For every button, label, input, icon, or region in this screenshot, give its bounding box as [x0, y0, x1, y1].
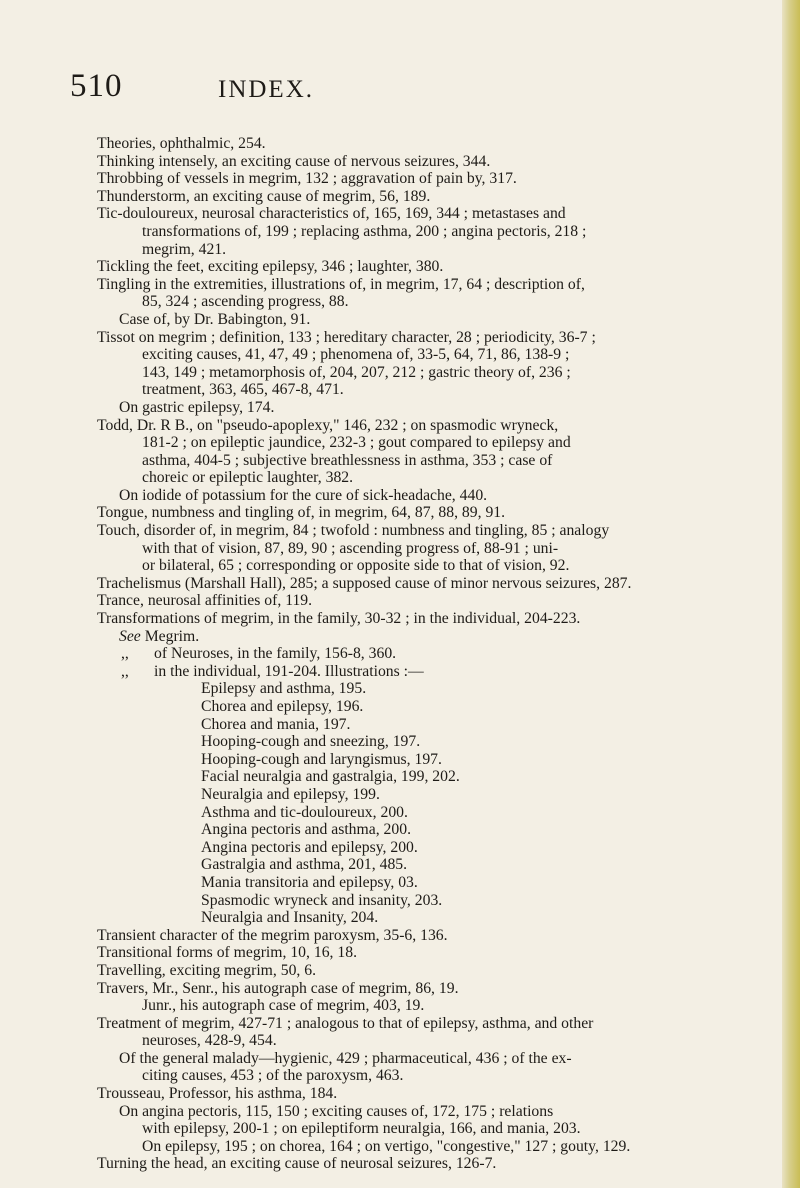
index-line-text: On gastric epilepsy, 174.: [119, 398, 275, 416]
index-line-text: asthma, 404-5 ; subjective breathlessness in asthma, 353 ; case of: [142, 451, 553, 469]
index-line-text: Chorea and epilepsy, 196.: [201, 698, 364, 715]
index-line: [97, 311, 787, 329]
index-line: [97, 892, 787, 910]
index-line-text: Transitional forms of megrim, 10, 16, 18.: [97, 944, 357, 962]
index-line: [97, 874, 787, 892]
index-line-text: On epilepsy, 195 ; on chorea, 164 ; on vertigo, "congestive," 127 ; gouty, 129.: [142, 1137, 631, 1155]
index-line-text: On iodide of potassium for the cure of sick-headache, 440.: [119, 486, 488, 504]
index-line-text: Treatment of megrim, 427-71 ; analogous to that of epilepsy, asthma, and other: [97, 1014, 594, 1032]
index-line: [97, 980, 787, 998]
ditto-mark: ,,: [121, 645, 129, 663]
index-line: [97, 645, 787, 663]
index-line: [97, 1015, 787, 1033]
index-line-text: Mania transitoria and epilepsy, 03.: [201, 873, 418, 891]
index-line: [97, 329, 787, 347]
index-line: [97, 680, 787, 698]
index-line: [97, 716, 787, 734]
index-line: [97, 733, 787, 751]
index-line-text: with that of vision, 87, 89, 90 ; ascending progress of, 88-91 ; uni-: [142, 539, 559, 557]
index-line: [97, 469, 787, 487]
index-line: [97, 557, 787, 575]
index-line: [97, 1155, 787, 1173]
index-line: [97, 170, 787, 188]
index-line-text: Gastralgia and asthma, 201, 485.: [201, 856, 408, 874]
page-number: 510: [70, 68, 123, 104]
index-line-text: Angina pectoris and epilepsy, 200.: [201, 838, 418, 856]
index-line-text: Transient character of the megrim paroxysm, 35-6, 136.: [97, 926, 448, 944]
index-line-text: Case of, by Dr. Babington, 91.: [119, 310, 311, 328]
index-line-text: Junr., his autograph case of megrim, 403, 19.: [142, 997, 425, 1015]
index-line: [97, 1085, 787, 1103]
running-head: INDEX.: [218, 76, 315, 103]
index-line: [97, 504, 787, 522]
index-line-text: Epilepsy and asthma, 195.: [201, 680, 367, 698]
index-line-text: Travers, Mr., Senr., his autograph case of megrim, 86, 19.: [97, 979, 459, 997]
index-line: [97, 364, 787, 382]
index-line: [97, 997, 787, 1015]
index-line-text: Thunderstorm, an exciting cause of megrim, 56, 189.: [97, 187, 431, 205]
index-entries: [97, 135, 787, 1173]
index-line-text: Chorea and mania, 197.: [201, 715, 351, 733]
index-line: [97, 927, 787, 945]
index-line-text: Trachelismus (Marshall Hall), 285; a supposed cause of minor nervous seizures, 287.: [97, 574, 632, 592]
index-line: [97, 1032, 787, 1050]
index-line-text: 143, 149 ; metamorphosis of, 204, 207, 212 ; gastric theory of, 236 ;: [142, 363, 571, 381]
index-line: [97, 153, 787, 171]
index-line-text: Of the general malady—hygienic, 429 ; pharmaceutical, 436 ; of the ex-: [119, 1049, 572, 1067]
index-line: [97, 751, 787, 769]
index-line: [97, 135, 787, 153]
index-line: [97, 1050, 787, 1068]
index-line-text: Trance, neurosal affinities of, 119.: [97, 592, 313, 610]
index-line-text: 85, 324 ; ascending progress, 88.: [142, 293, 349, 311]
index-line-text: Tissot on megrim ; definition, 133 ; hereditary character, 28 ; periodicity, 36-7 ;: [97, 328, 596, 346]
index-line-text: neuroses, 428-9, 454.: [142, 1032, 277, 1050]
index-line: [97, 804, 787, 822]
index-line-text: Spasmodic wryneck and insanity, 203.: [201, 891, 443, 909]
index-line: [97, 1138, 787, 1156]
index-line-text: Thinking intensely, an exciting cause of nervous seizures, 344.: [97, 152, 491, 170]
index-line-text: Facial neuralgia and gastralgia, 199, 202.: [201, 768, 460, 786]
index-line: [97, 522, 787, 540]
index-line-text: Theories, ophthalmic, 254.: [97, 135, 266, 152]
index-line-text: of Neuroses, in the family, 156-8, 360.: [154, 645, 397, 663]
index-line-text: Turning the head, an exciting cause of neurosal seizures, 126-7.: [97, 1155, 497, 1173]
index-line: [97, 663, 787, 681]
ditto-mark: ,,: [121, 662, 129, 680]
index-line: [97, 962, 787, 980]
index-line-text: Asthma and tic-douloureux, 200.: [201, 803, 408, 821]
index-line-text: transformations of, 199 ; replacing asthma, 200 ; angina pectoris, 218 ;: [142, 222, 587, 240]
index-line: [97, 417, 787, 435]
page-header: [70, 68, 670, 108]
index-line-text: Tongue, numbness and tingling of, in megrim, 64, 87, 88, 89, 91.: [97, 504, 506, 522]
index-line: [97, 1103, 787, 1121]
index-line: [97, 276, 787, 294]
index-line-text: Touch, disorder of, in megrim, 84 ; twofold : numbness and tingling, 85 ; analogy: [97, 522, 610, 540]
index-line: [97, 223, 787, 241]
index-line: [97, 1120, 787, 1138]
index-line-text: with epilepsy, 200-1 ; on epileptiform neuralgia, 166, and mania, 203.: [142, 1120, 581, 1138]
index-line: [97, 293, 787, 311]
index-line-text: Neuralgia and epilepsy, 199.: [201, 785, 380, 803]
index-line: [97, 205, 787, 223]
index-line: [97, 346, 787, 364]
index-line: [97, 909, 787, 927]
index-line: [97, 575, 787, 593]
index-line-text: treatment, 363, 465, 467-8, 471.: [142, 381, 344, 399]
index-line-text: exciting causes, 41, 47, 49 ; phenomena of, 33-5, 64, 71, 86, 138-9 ;: [142, 346, 570, 364]
index-line: [97, 258, 787, 276]
index-line: [97, 241, 787, 259]
index-line-text: Angina pectoris and asthma, 200.: [201, 821, 411, 839]
index-line: [97, 856, 787, 874]
index-line-text: Tickling the feet, exciting epilepsy, 346 ; laughter, 380.: [97, 258, 444, 276]
index-line: [97, 944, 787, 962]
index-line-text: Transformations of megrim, in the family, 30-32 ; in the individual, 204-223.: [97, 610, 581, 628]
index-line-text: or bilateral, 65 ; corresponding or opposite side to that of vision, 92.: [142, 557, 570, 575]
index-line-text: Trousseau, Professor, his asthma, 184.: [97, 1085, 338, 1103]
index-line: [97, 698, 787, 716]
index-line-text: Throbbing of vessels in megrim, 132 ; aggravation of pain by, 317.: [97, 170, 517, 188]
index-line: [97, 786, 787, 804]
index-line: [97, 452, 787, 470]
index-line-text: Hooping-cough and laryngismus, 197.: [201, 750, 442, 768]
index-line-text: Tic-douloureux, neurosal characteristics of, 165, 169, 344 ; metastases and: [97, 205, 566, 223]
index-line-text: citing causes, 453 ; of the paroxysm, 463.: [142, 1067, 404, 1085]
index-line-text: megrim, 421.: [142, 240, 227, 258]
index-line: [97, 434, 787, 452]
index-line-text: Travelling, exciting megrim, 50, 6.: [97, 961, 317, 979]
index-line: [97, 381, 787, 399]
index-line: [97, 540, 787, 558]
index-line-text: Neuralgia and Insanity, 204.: [201, 909, 379, 927]
index-line: [97, 768, 787, 786]
index-line-text: See Megrim.: [119, 627, 200, 645]
index-line-text: Todd, Dr. R B., on "pseudo-apoplexy," 146, 232 ; on spasmodic wryneck,: [97, 416, 559, 434]
index-line-text: in the individual, 191-204. Illustrations :—: [154, 662, 424, 680]
index-line: [97, 487, 787, 505]
index-line: [97, 399, 787, 417]
index-line: [97, 839, 787, 857]
index-line: [97, 592, 787, 610]
index-line: [97, 188, 787, 206]
index-line: [97, 821, 787, 839]
index-line-text: On angina pectoris, 115, 150 ; exciting causes of, 172, 175 ; relations: [119, 1102, 554, 1120]
index-line: [97, 610, 787, 628]
index-line-text: 181-2 ; on epileptic jaundice, 232-3 ; gout compared to epilepsy and: [142, 434, 571, 452]
index-line: [97, 1067, 787, 1085]
index-line-text: choreic or epileptic laughter, 382.: [142, 469, 354, 487]
index-line: [97, 628, 787, 646]
index-line-text: Tingling in the extremities, illustrations of, in megrim, 17, 64 ; description of,: [97, 275, 585, 293]
index-line-text: Hooping-cough and sneezing, 197.: [201, 733, 421, 751]
